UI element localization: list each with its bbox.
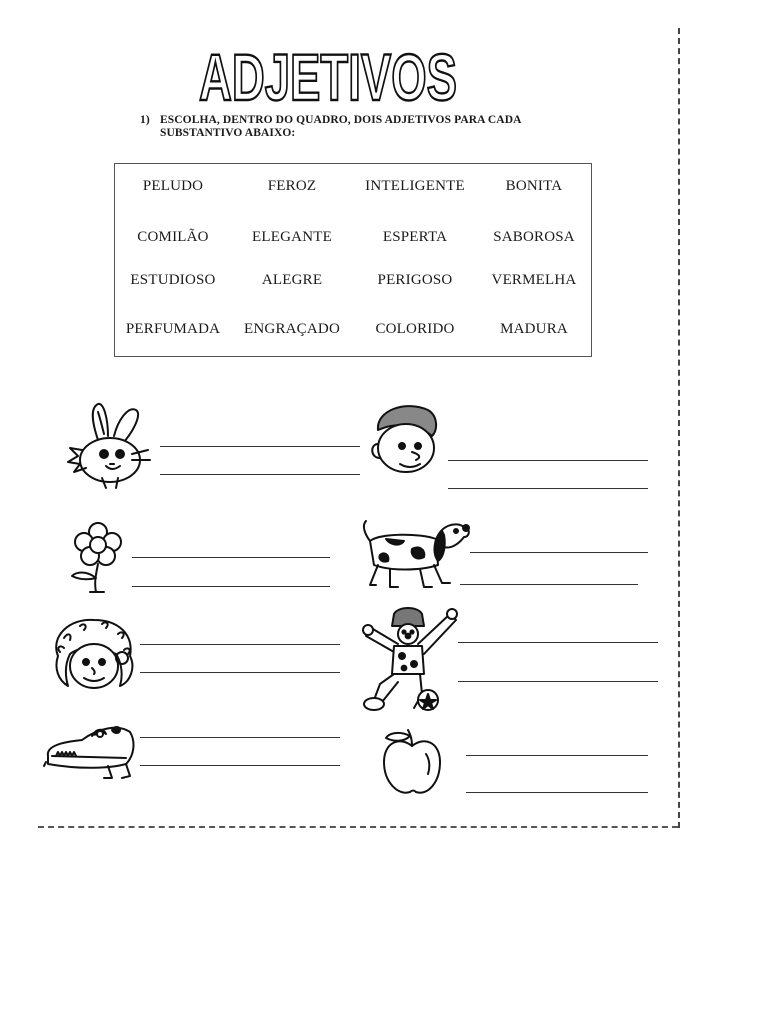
adjective-box <box>114 163 592 357</box>
adjective-word: PERIGOSO <box>377 272 453 288</box>
adjective-word: VERMELHA <box>491 272 577 288</box>
answer-line[interactable] <box>160 446 360 447</box>
adjective-word: FEROZ <box>267 178 317 194</box>
instruction <box>140 114 560 140</box>
answer-line[interactable] <box>448 460 648 461</box>
adjective-word: ELEGANTE <box>252 229 332 245</box>
adjective-word: MADURA <box>500 321 568 337</box>
answer-line[interactable] <box>466 792 648 793</box>
adjective-word: PERFUMADA <box>125 321 221 337</box>
adjective-word: SABOROSA <box>493 229 575 245</box>
adjective-word: ENGRAÇADO <box>244 321 340 337</box>
answer-line[interactable] <box>132 557 330 558</box>
answer-line[interactable] <box>140 672 340 673</box>
answer-line[interactable] <box>160 474 360 475</box>
adjective-word: ALEGRE <box>261 272 323 288</box>
girl-picture <box>50 616 138 694</box>
apple-picture <box>380 726 444 798</box>
adjective-word: COLORIDO <box>375 321 455 337</box>
answer-line[interactable] <box>458 681 658 682</box>
answer-line[interactable] <box>466 755 648 756</box>
answer-line[interactable] <box>140 737 340 738</box>
worksheet-title <box>196 40 461 114</box>
adjective-word: BONITA <box>505 178 563 194</box>
boy-picture <box>366 400 444 478</box>
instruction-number: 1) <box>140 114 150 126</box>
answer-line[interactable] <box>470 552 648 553</box>
answer-line[interactable] <box>132 586 330 587</box>
adjective-word: PELUDO <box>142 178 204 194</box>
answer-line[interactable] <box>140 765 340 766</box>
alligator-picture <box>42 716 138 782</box>
flower-picture <box>66 520 128 596</box>
answer-line[interactable] <box>140 644 340 645</box>
cut-line-right <box>678 28 680 828</box>
cut-line-bottom <box>38 826 678 828</box>
dog-picture <box>360 515 474 591</box>
instruction-line-2: SUBSTANTIVO ABAIXO: <box>160 127 296 139</box>
instruction-line-1: ESCOLHA, DENTRO DO QUADRO, DOIS ADJETIVOS PARA CADA <box>160 114 522 126</box>
title-text: ADJETIVOS <box>199 40 457 114</box>
adjective-word: COMILÃO <box>137 229 209 245</box>
answer-line[interactable] <box>460 584 638 585</box>
clown-picture <box>364 604 458 716</box>
adjective-word: ESTUDIOSO <box>130 272 216 288</box>
answer-line[interactable] <box>448 488 648 489</box>
adjective-word: INTELIGENTE <box>365 178 465 194</box>
answer-line[interactable] <box>458 642 658 643</box>
rabbit-picture <box>62 398 156 490</box>
adjective-word: ESPERTA <box>382 229 448 245</box>
